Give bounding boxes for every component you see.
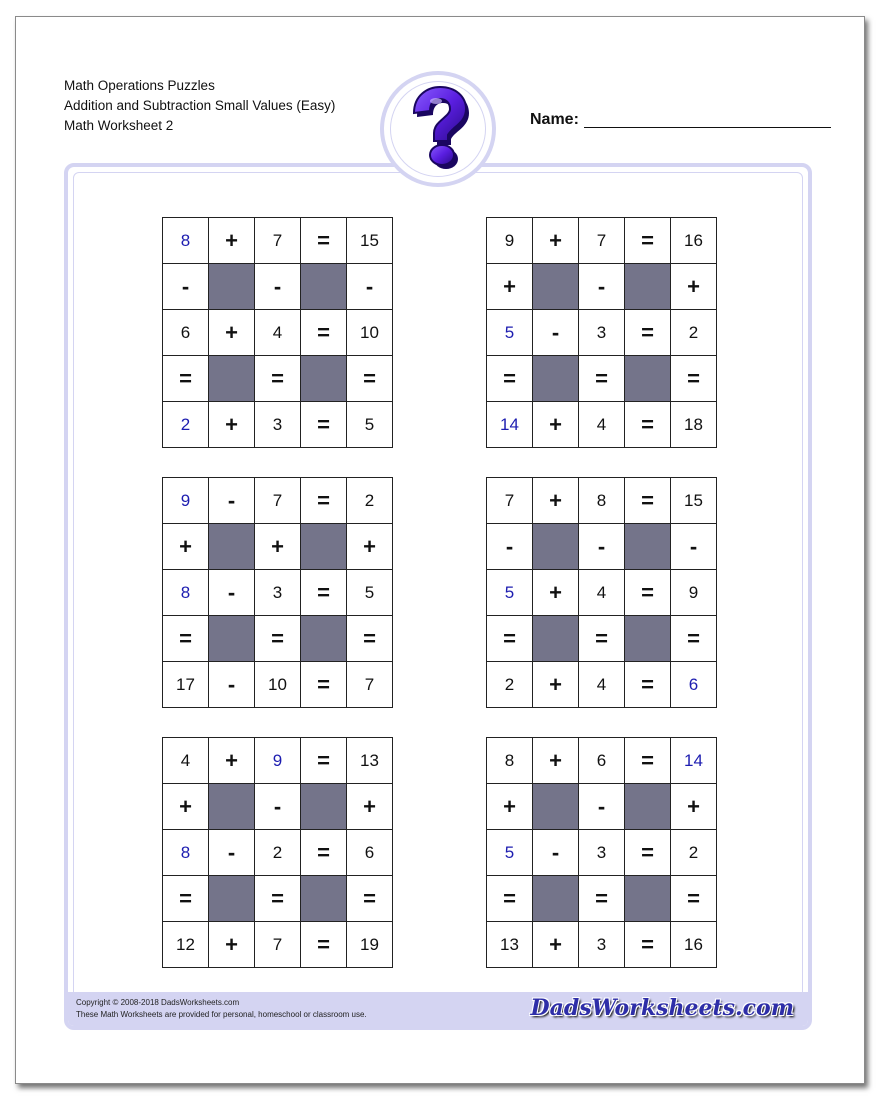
name-label: Name: [530,111,579,128]
number-cell: 3 [579,310,625,356]
equals-cell: = [625,738,671,784]
number-cell: 10 [347,310,393,356]
operator-cell: - [209,570,255,616]
operator-cell: + [209,402,255,448]
operator-cell: - [487,524,533,570]
number-cell: 6 [163,310,209,356]
operator-cell: + [163,524,209,570]
shaded-cell [533,264,579,310]
equals-cell: = [301,402,347,448]
number-cell: 5 [347,570,393,616]
puzzle-row [487,478,717,524]
operator-cell: + [487,784,533,830]
number-cell: 4 [579,402,625,448]
equals-cell: = [347,356,393,402]
shaded-cell [209,356,255,402]
puzzle-row [163,478,393,524]
worksheet-subtitle: Addition and Subtraction Small Values (Easy) [64,98,336,113]
number-cell: 3 [255,402,301,448]
name-line [584,127,831,128]
worksheet-number: Math Worksheet 2 [64,118,174,133]
answer-cell: 14 [487,402,533,448]
shaded-cell [625,784,671,830]
operator-cell: + [255,524,301,570]
puzzle-row [487,662,717,708]
puzzle-row [163,784,393,830]
equals-cell: = [487,356,533,402]
puzzle-row [163,218,393,264]
number-cell: 7 [487,478,533,524]
equals-cell: = [301,218,347,264]
puzzle-row [487,218,717,264]
shaded-cell [625,356,671,402]
number-cell: 15 [671,478,717,524]
puzzle-row [487,356,717,402]
shaded-cell [301,784,347,830]
equals-cell: = [301,310,347,356]
puzzle-grid-2 [486,217,717,448]
equals-cell: = [487,616,533,662]
puzzle-row [487,310,717,356]
number-cell: 2 [671,310,717,356]
number-cell: 2 [671,830,717,876]
operator-cell: - [347,264,393,310]
operator-cell: - [579,264,625,310]
shaded-cell [301,264,347,310]
shaded-cell [209,616,255,662]
shaded-cell [625,876,671,922]
operator-cell: - [209,830,255,876]
operator-cell: + [533,218,579,264]
copyright-text: Copyright © 2008-2018 DadsWorksheets.com [76,998,240,1007]
number-cell: 4 [579,662,625,708]
equals-cell: = [579,616,625,662]
answer-cell: 8 [163,218,209,264]
shaded-cell [301,616,347,662]
equals-cell: = [301,478,347,524]
equals-cell: = [579,356,625,402]
equals-cell: = [625,310,671,356]
operator-cell: + [209,218,255,264]
equals-cell: = [301,922,347,968]
number-cell: 6 [347,830,393,876]
equals-cell: = [255,876,301,922]
equals-cell: = [625,922,671,968]
operator-cell: + [163,784,209,830]
number-cell: 2 [255,830,301,876]
shaded-cell [533,784,579,830]
number-cell: 5 [347,402,393,448]
puzzle-row [487,876,717,922]
puzzle-row [163,310,393,356]
answer-cell: 5 [487,830,533,876]
equals-cell: = [625,402,671,448]
operator-cell: + [209,310,255,356]
equals-cell: = [671,356,717,402]
number-cell: 7 [347,662,393,708]
number-cell: 3 [579,922,625,968]
equals-cell: = [671,616,717,662]
equals-cell: = [255,616,301,662]
answer-cell: 2 [163,402,209,448]
equals-cell: = [625,662,671,708]
number-cell: 16 [671,922,717,968]
operator-cell: + [209,922,255,968]
puzzle-grid-3 [162,477,393,708]
puzzle-row [487,830,717,876]
equals-cell: = [579,876,625,922]
shaded-cell [209,264,255,310]
equals-cell: = [301,738,347,784]
number-cell: 10 [255,662,301,708]
equals-cell: = [625,830,671,876]
shaded-cell [533,876,579,922]
operator-cell: - [579,784,625,830]
number-cell: 7 [255,218,301,264]
operator-cell: + [487,264,533,310]
equals-cell: = [301,830,347,876]
shaded-cell [209,524,255,570]
number-cell: 9 [487,218,533,264]
puzzle-row [163,876,393,922]
puzzle-row [487,738,717,784]
number-cell: 4 [579,570,625,616]
question-mark-icon [380,71,496,187]
number-cell: 15 [347,218,393,264]
number-cell: 2 [487,662,533,708]
puzzle-row [487,616,717,662]
answer-cell: 5 [487,310,533,356]
operator-cell: - [163,264,209,310]
number-cell: 7 [579,218,625,264]
equals-cell: = [487,876,533,922]
number-cell: 13 [347,738,393,784]
equals-cell: = [347,616,393,662]
shaded-cell [533,356,579,402]
answer-cell: 6 [671,662,717,708]
number-cell: 19 [347,922,393,968]
puzzle-row [163,264,393,310]
equals-cell: = [163,876,209,922]
puzzle-row [487,570,717,616]
puzzle-grid-1 [162,217,393,448]
equals-cell: = [671,876,717,922]
operator-cell: - [209,478,255,524]
number-cell: 12 [163,922,209,968]
operator-cell: - [533,830,579,876]
number-cell: 9 [671,570,717,616]
operator-cell: - [255,784,301,830]
puzzle-row [163,662,393,708]
number-cell: 3 [579,830,625,876]
operator-cell: + [533,402,579,448]
shaded-cell [625,524,671,570]
puzzle-row [163,616,393,662]
shaded-cell [533,524,579,570]
puzzle-row [487,922,717,968]
number-cell: 6 [579,738,625,784]
shaded-cell [625,264,671,310]
number-cell: 8 [487,738,533,784]
number-cell: 18 [671,402,717,448]
answer-cell: 8 [163,830,209,876]
puzzle-grid-5 [162,737,393,968]
operator-cell: + [533,478,579,524]
equals-cell: = [255,356,301,402]
brand-logo: DadsWorksheets.com [530,995,794,1021]
puzzle-row [163,738,393,784]
shaded-cell [301,356,347,402]
shaded-cell [301,876,347,922]
puzzle-row [163,570,393,616]
number-cell: 3 [255,570,301,616]
equals-cell: = [301,570,347,616]
number-cell: 8 [579,478,625,524]
puzzle-row [163,922,393,968]
puzzle-row [487,524,717,570]
equals-cell: = [625,218,671,264]
puzzle-row [163,830,393,876]
puzzle-grid-6 [486,737,717,968]
equals-cell: = [347,876,393,922]
puzzle-row [487,402,717,448]
operator-cell: + [533,922,579,968]
operator-cell: + [533,738,579,784]
operator-cell: + [533,662,579,708]
worksheet-titles [64,76,335,136]
shaded-cell [209,876,255,922]
number-cell: 7 [255,478,301,524]
answer-cell: 5 [487,570,533,616]
puzzle-grid-4 [486,477,717,708]
operator-cell: + [671,784,717,830]
answer-cell: 9 [255,738,301,784]
equals-cell: = [625,478,671,524]
footer-bar [68,992,808,1026]
equals-cell: = [301,662,347,708]
puzzle-row [163,402,393,448]
operator-cell: - [579,524,625,570]
number-cell: 4 [255,310,301,356]
puzzle-row [163,356,393,402]
footer-text [76,997,367,1021]
number-cell: 17 [163,662,209,708]
shaded-cell [625,616,671,662]
equals-cell: = [625,570,671,616]
operator-cell: + [347,524,393,570]
number-cell: 2 [347,478,393,524]
operator-cell: + [209,738,255,784]
worksheet-title: Math Operations Puzzles [64,78,215,93]
number-cell: 7 [255,922,301,968]
puzzle-row [487,784,717,830]
usage-notice: These Math Worksheets are provided for personal, homeschool or classroom use. [76,1010,367,1019]
equals-cell: = [163,356,209,402]
operator-cell: + [347,784,393,830]
answer-cell: 14 [671,738,717,784]
operator-cell: - [533,310,579,356]
number-cell: 4 [163,738,209,784]
shaded-cell [301,524,347,570]
puzzle-row [163,524,393,570]
answer-cell: 8 [163,570,209,616]
puzzle-row [487,264,717,310]
answer-cell: 9 [163,478,209,524]
number-cell: 16 [671,218,717,264]
logo-badge [380,71,496,187]
number-cell: 13 [487,922,533,968]
shaded-cell [533,616,579,662]
operator-cell: + [671,264,717,310]
shaded-cell [209,784,255,830]
operator-cell: - [209,662,255,708]
operator-cell: + [533,570,579,616]
operator-cell: - [671,524,717,570]
operator-cell: - [255,264,301,310]
equals-cell: = [163,616,209,662]
